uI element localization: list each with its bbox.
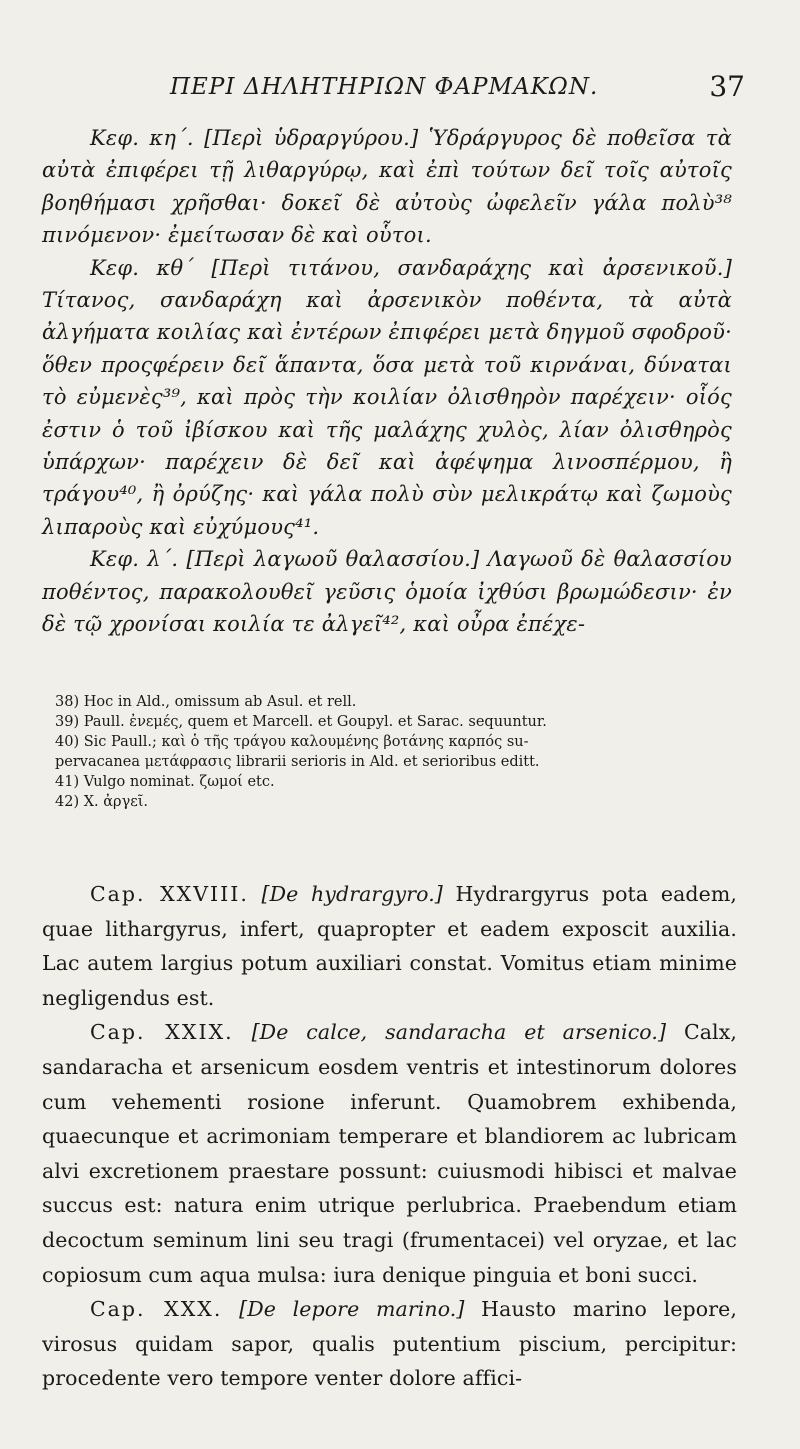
- latin-chapter-29: [42, 1015, 737, 1292]
- latin-chapter-30-body: Hausto marino lepore, virosus quidam sapor, qualis putentium piscium, percipitur: procedente vero tempore venter dolore affici-: [42, 1297, 737, 1391]
- footnote-39: 39) Paull. ἐνεμές, quem et Marcell. et Goupyl. et Sarac. sequuntur.: [55, 714, 547, 730]
- footnotes: [55, 692, 735, 812]
- running-title: ΠΕΡΙ ΔΗΛΗΤΗΡΙΩΝ ΦΑΡΜΑΚΩΝ.: [170, 74, 599, 100]
- footnote-42: 42) X. ἀργεῖ.: [55, 794, 149, 810]
- greek-chapter-29: Κεφ. κθ΄ [Περὶ τιτάνου, σανδαράχης καὶ ἀρσενικοῦ.] Τίτανος, σανδαράχη καὶ ἀρσενικὸν ποθέντα, τὰ αὐτὰ ἀλγήματα κοιλίας καὶ ἐντέρων ἐπιφέρει μετὰ δηγμοῦ σφοδροῦ· ὅθεν προςφέρειν δεῖ ἅπαντα, ὅσα μετὰ τοῦ κιρνάναι, δύναται τὸ εὐμενὲς³⁹, καὶ πρὸς τὴν κοιλίαν ὀλισθηρὸν παρέχειν· οἷός ἐστιν ὁ τοῦ ἰβίσκου καὶ τῆς μαλάχης χυλὸς, λίαν ὀλισθηρὸς ὑπάρχων· παρέχειν δὲ δεῖ καὶ ἀφέψημα λινοσπέρμου, ἢ τράγου⁴⁰, ἢ ὀρύζης· καὶ γάλα πολὺ σὺν μελικράτῳ καὶ ζωμοὺς λιπαροὺς καὶ εὐχύμους⁴¹.: [42, 255, 732, 539]
- latin-chapter-28: [42, 877, 737, 1015]
- latin-chapter-30-title: [De lepore marino.]: [239, 1297, 465, 1322]
- latin-chapter-30-heading: Cap. XXX.: [90, 1297, 223, 1322]
- page-header: [170, 70, 745, 110]
- footnote-40-continued: pervacanea μετάφρασις librarii serioris in Ald. et serioribus editt.: [55, 754, 540, 770]
- greek-chapter-30: Κεφ. λ΄. [Περὶ λαγωοῦ θαλασσίου.] Λαγωοῦ δὲ θαλασσίου ποθέντος, παρακολουθεῖ γεῦσις ὁμοία ἰχθύσι βρωμώδεσιν· ἐν δὲ τῷ χρονίσαι κοιλία τε ἀλγεῖ⁴², καὶ οὖρα ἐπέχε-: [42, 547, 732, 637]
- latin-chapter-29-body: Calx, sandaracha et arsenicum eosdem ventris et intestinorum dolores cum vehementi rosione inferunt. Quamobrem exhibenda, quaecunque et acrimoniam temperare et blandiorem ac lubricam alvi excretionem praestare possunt: cuiusmodi hibisci et malvae succus est: natura enim utrique perlubrica. Praebendum etiam decoctum seminum lini seu tragi (frumentacei) vel oryzae, et lac copiosum cum aqua mulsa: iura denique pinguia et boni succi.: [42, 1020, 737, 1287]
- latin-chapter-28-body: Hydrargyrus pota eadem, quae lithargyrus, infert, quapropter et eadem exposcit auxilia. Lac autem largius potum auxiliari constat. Vomitus etiam minime negligendus est.: [42, 882, 737, 1010]
- greek-chapter-28: Κεφ. κη΄. [Περὶ ὑδραργύρου.] Ὑδράργυρος δὲ ποθεῖσα τὰ αὐτὰ ἐπιφέρει τῇ λιθαργύρῳ, καὶ ἐπὶ τούτων δεῖ τοῖς αὐτοῖς βοηθήμασι χρῆσθαι· δοκεῖ δὲ αὐτοὺς ὠφελεῖν γάλα πολὺ³⁸ πινόμενον· ἐμείτωσαν δὲ καὶ οὗτοι.: [42, 126, 732, 248]
- latin-text-block: [42, 877, 737, 1396]
- greek-text-block: [42, 122, 732, 641]
- latin-chapter-28-title: [De hydrargyro.]: [261, 882, 443, 906]
- footnote-41: 41) Vulgo nominat. ζωμοί etc.: [55, 774, 275, 790]
- latin-chapter-29-heading: Cap. XXIX.: [90, 1020, 234, 1045]
- latin-chapter-28-heading: Cap. XXVIII.: [90, 882, 249, 906]
- latin-chapter-30: [42, 1292, 737, 1396]
- page-number: 37: [709, 70, 745, 103]
- latin-chapter-29-title: [De calce, sandaracha et arsenico.]: [251, 1020, 667, 1045]
- footnote-38: 38) Hoc in Ald., omissum ab Asul. et rell.: [55, 694, 357, 710]
- footnote-40: 40) Sic Paull.; καὶ ὁ τῆς τράγου καλουμένης βοτάνης καρπός su-: [55, 734, 529, 750]
